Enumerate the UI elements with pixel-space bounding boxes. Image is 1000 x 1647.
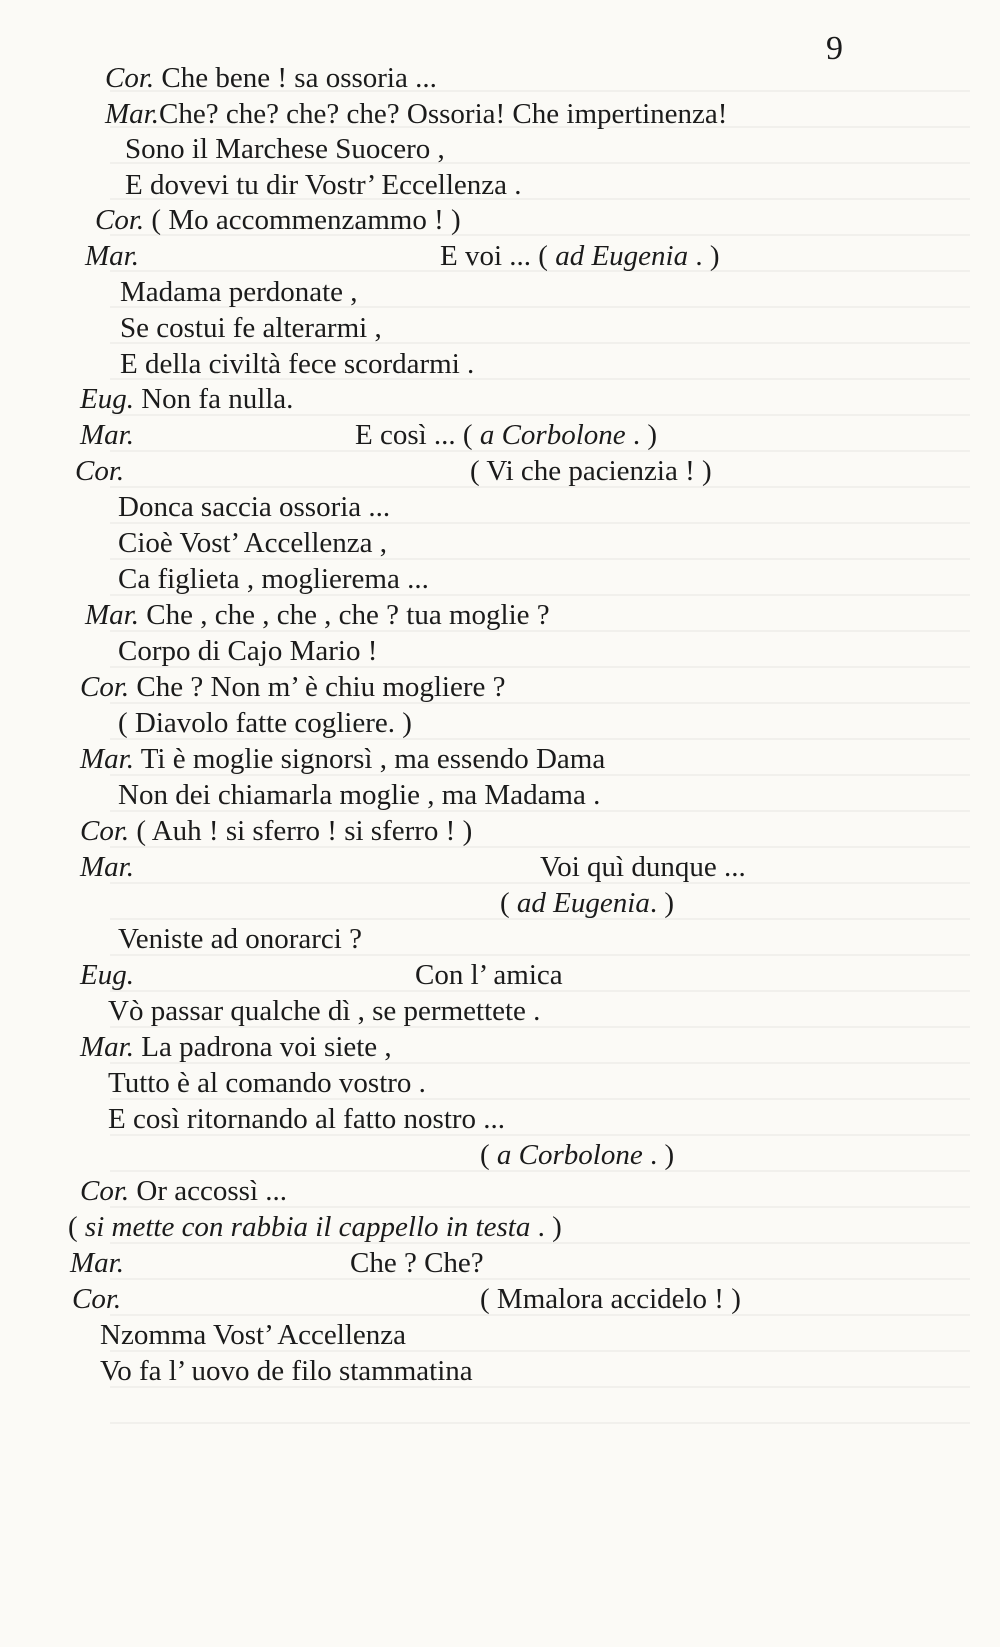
text-line: [125, 135, 445, 164]
speaker-label: Eug.: [80, 383, 134, 415]
text-line: [125, 171, 521, 200]
text-line: [100, 1321, 406, 1350]
stage-direction: ad Eugenia: [555, 240, 689, 272]
page-number: 9: [826, 30, 843, 67]
speaker-label: Cor.: [80, 815, 130, 847]
line-text: Or accossì ...: [129, 1175, 288, 1207]
text-line: [70, 1247, 484, 1279]
text-line: [80, 1033, 392, 1062]
text-line: [118, 781, 600, 810]
line-text: Madama perdonate ,: [120, 276, 358, 308]
line-text: Se costui fe alterarmi ,: [120, 312, 382, 344]
text-line: [120, 350, 474, 379]
text-line: [118, 529, 387, 558]
line-text: Veniste ad onorarci ?: [118, 923, 362, 955]
text-line: [80, 851, 746, 883]
line-text: Che , che , che , che ? tua moglie ?: [138, 599, 550, 631]
text-line: [120, 278, 358, 307]
line-text: ( Vi che pacienzia ! ): [470, 455, 712, 487]
line-text: Che ? Che?: [350, 1247, 484, 1279]
text-line: [118, 493, 390, 522]
line-text: ( Mo accommenzammo ! ): [144, 204, 461, 236]
text-line: [80, 385, 293, 414]
speaker-label: Cor.: [105, 62, 155, 94]
text-line: [105, 100, 727, 129]
line-text: Ca figlieta , moglierema ...: [118, 563, 429, 595]
speaker-label: Mar.: [80, 1031, 134, 1063]
text-line: [118, 637, 377, 666]
line-text: Ti è moglie signorsì , ma essendo Dama: [133, 743, 606, 775]
line-text: Vo fa l’ uovo de filo stammatina: [100, 1355, 473, 1387]
line-text: Non dei chiamarla moglie , ma Madama .: [118, 779, 601, 811]
line-text: ( a Corbolone . ): [480, 1139, 675, 1171]
text-line: [118, 925, 362, 954]
line-text: E così ritornando al fatto nostro ...: [108, 1103, 506, 1135]
line-text: E della civiltà fece scordarmi .: [120, 348, 475, 380]
speaker-label: Mar.: [105, 98, 159, 130]
text-line: [80, 1177, 287, 1206]
line-text: Tutto è al comando vostro .: [108, 1067, 426, 1099]
line-text: ( Diavolo fatte cogliere. ): [118, 707, 412, 739]
text-line: [80, 745, 605, 774]
line-text: Con l’ amica: [415, 959, 563, 991]
line-text: ( Auh ! si sferro ! si sferro ! ): [129, 815, 473, 847]
stage-direction: a Corbolone: [479, 419, 626, 451]
speaker-label: Cor.: [80, 671, 130, 703]
line-text: La padrona voi siete ,: [133, 1031, 392, 1063]
text-line: [80, 817, 472, 846]
line-text: ( Mmalora accidelo ! ): [480, 1283, 741, 1315]
text-line: [118, 709, 412, 738]
line-text: Vò passar qualche dì , se permettete .: [108, 995, 541, 1027]
text-line: [85, 240, 720, 272]
line-text: Cioè Vost’ Accellenza ,: [118, 527, 387, 559]
speaker-label: Mar.: [80, 743, 134, 775]
text-line: [108, 1069, 426, 1098]
text-line: [68, 1213, 562, 1242]
speaker-label: Cor.: [95, 204, 145, 236]
stage-direction: si mette con rabbia il cappello in testa: [84, 1211, 531, 1243]
line-text: Donca saccia ossoria ...: [118, 491, 391, 523]
speaker-label: Mar.: [85, 599, 139, 631]
text-line: [80, 959, 563, 991]
text-line: [85, 601, 550, 630]
text-line: [75, 455, 712, 487]
speaker-label: Mar.: [80, 419, 134, 451]
line-text: Che? che? che? che? Ossoria! Che impertinenza!: [158, 98, 728, 130]
text-line: [95, 206, 461, 235]
text-line: [80, 419, 658, 451]
line-text: E così ... ( a Corbolone . ): [355, 419, 658, 451]
speaker-label: Eug.: [80, 959, 134, 991]
line-text: Non fa nulla.: [133, 383, 294, 415]
text-line: [105, 64, 437, 93]
text-line: [72, 1283, 741, 1315]
speaker-label: Cor.: [75, 455, 125, 487]
text-line: [120, 314, 382, 343]
text-line: [118, 565, 429, 594]
text-line: [100, 1357, 473, 1386]
text-line: [108, 1105, 505, 1134]
speaker-label: Cor.: [72, 1283, 122, 1315]
stage-direction: a Corbolone: [496, 1139, 643, 1171]
line-text: E voi ... ( ad Eugenia . ): [440, 240, 720, 272]
speaker-label: Mar.: [70, 1247, 124, 1279]
stage-direction: ad Eugenia: [516, 887, 650, 919]
line-text: Nzomma Vost’ Accellenza: [100, 1319, 407, 1351]
line-text: Che ? Non m’ è chiu mogliere ?: [129, 671, 506, 703]
text-line: [80, 673, 506, 702]
text-line: [108, 997, 540, 1026]
line-text: E dovevi tu dir Vostr’ Eccellenza .: [125, 169, 522, 201]
line-text: ( ad Eugenia. ): [500, 887, 674, 919]
line-text: Sono il Marchese Suocero ,: [125, 133, 445, 165]
line-text: ( si mette con rabbia il cappello in testa . ): [68, 1211, 562, 1243]
line-text: Che bene ! sa ossoria ...: [154, 62, 437, 94]
line-text: Corpo di Cajo Mario !: [118, 635, 378, 667]
line-text: Voi quì dunque ...: [540, 851, 746, 883]
speaker-label: Cor.: [80, 1175, 130, 1207]
speaker-label: Mar.: [80, 851, 134, 883]
speaker-label: Mar.: [85, 240, 139, 272]
